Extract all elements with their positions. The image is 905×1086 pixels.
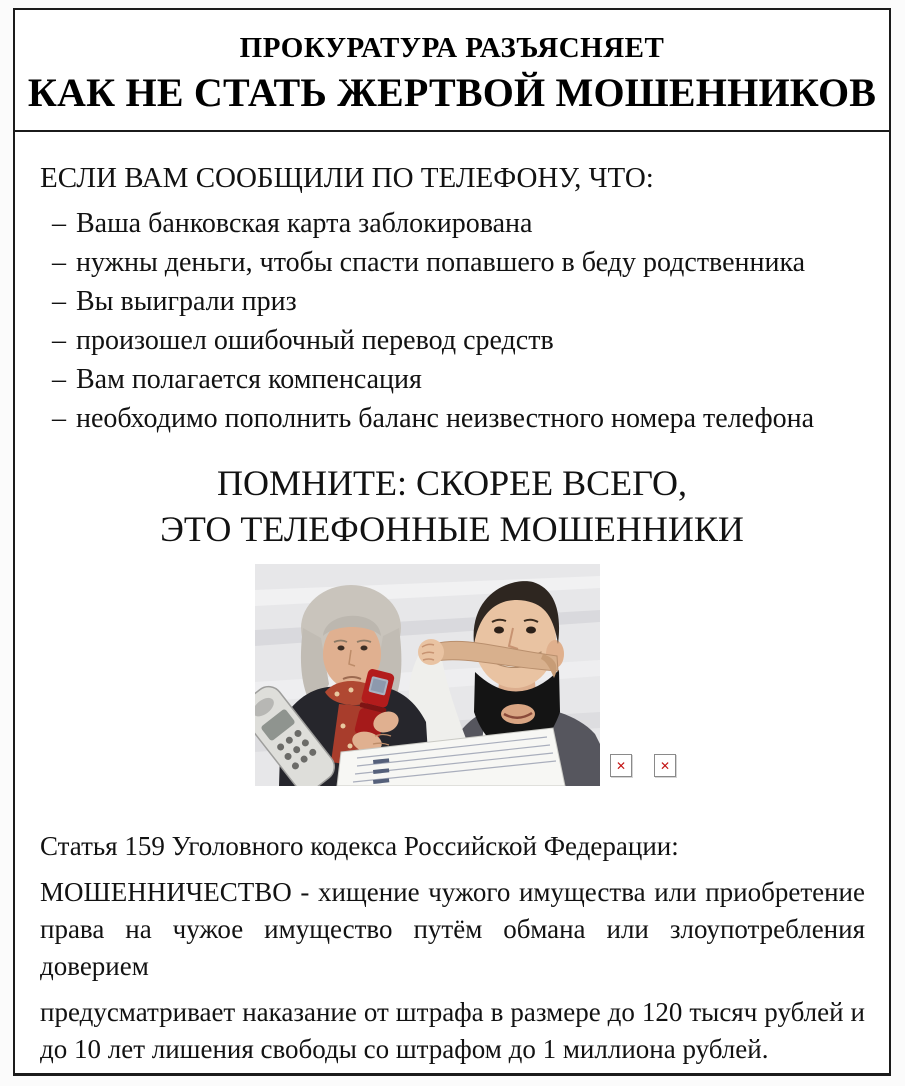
- law-definition-line: права на чужое имущество путём обмана или злоупотребления: [40, 914, 865, 944]
- list-item-label: необходимо пополнить баланс неизвестного номера телефона: [76, 403, 815, 434]
- reminder-line-1: ПОМНИТЕ: СКОРЕЕ ВСЕГО,: [216, 463, 688, 503]
- reminder-line-2: ЭТО ТЕЛЕФОННЫЕ МОШЕННИКИ: [160, 509, 744, 549]
- dash-bullet: –: [52, 208, 66, 239]
- broken-image-x-glyph: ✕: [659, 758, 671, 773]
- list-item-label: произошел ошибочный перевод средств: [76, 325, 554, 356]
- broken-image-x-glyph: ✕: [615, 758, 627, 773]
- law-definition-line: МОШЕННИЧЕСТВО - хищение чужого имущества или приобретение: [40, 877, 865, 907]
- law-article: Статья 159 Уголовного кодекса Российской Федерации:: [40, 831, 679, 861]
- list-item-label: Вы выиграли приз: [76, 286, 297, 317]
- dash-bullet: –: [52, 325, 66, 356]
- law-section: [40, 830, 865, 1068]
- list-item: [40, 321, 865, 360]
- phone-warning-list: [40, 204, 865, 438]
- list-item-label: нужны деньги, чтобы спасти попавшего в беду родственника: [76, 247, 806, 278]
- dash-bullet: –: [52, 286, 66, 317]
- page-title-small: ПРОКУРАТУРА РАЗЪЯСНЯЕТ: [239, 32, 665, 64]
- intro-heading: ЕСЛИ ВАМ СООБЩИЛИ ПО ТЕЛЕФОНУ, ЧТО:: [40, 162, 654, 194]
- dash-bullet: –: [52, 403, 66, 434]
- dash-bullet: –: [52, 247, 66, 278]
- list-item: [40, 204, 865, 243]
- broken-image-icon: [654, 754, 676, 777]
- reminder-heading: [15, 460, 889, 552]
- fraud-illustration: [255, 564, 600, 786]
- law-definition: [40, 874, 865, 985]
- list-item: [40, 243, 865, 282]
- law-punishment-line: до 10 лет лишения свободы со штрафом до 1 миллиона рублей.: [40, 1034, 769, 1064]
- list-item-label: Вам полагается компенсация: [76, 364, 422, 395]
- law-punishment-line: предусматривает наказание от штрафа в размере до 120 тысяч рублей и: [40, 997, 865, 1027]
- list-item: [40, 360, 865, 399]
- illustration-row: [15, 564, 889, 788]
- law-definition-line: доверием: [40, 951, 149, 981]
- dash-bullet: –: [52, 364, 66, 395]
- law-punishment: [40, 994, 865, 1068]
- header: [15, 10, 889, 132]
- list-item-label: Ваша банковская карта заблокирована: [76, 208, 533, 239]
- list-item: [40, 399, 865, 438]
- list-item: [40, 282, 865, 321]
- page-title-large: КАК НЕ СТАТЬ ЖЕРТВОЙ МОШЕННИКОВ: [27, 70, 877, 115]
- broken-image-icon: [610, 754, 632, 777]
- poster-frame: [13, 8, 891, 1076]
